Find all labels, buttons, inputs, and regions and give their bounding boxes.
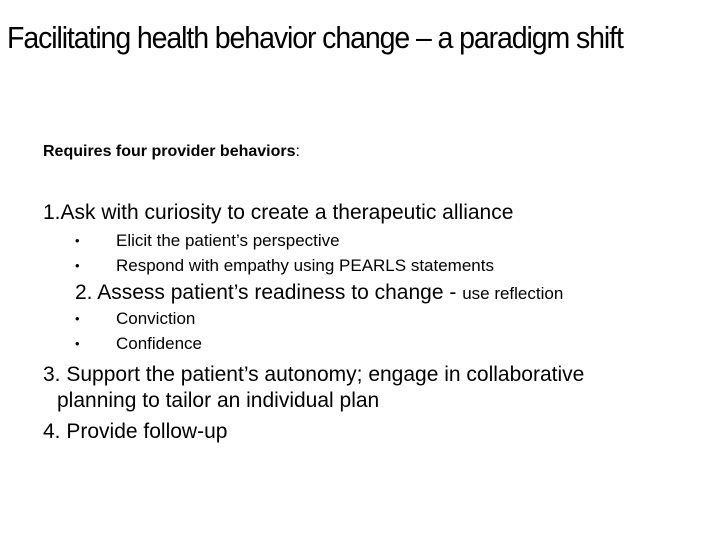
item-2-main: 2. Assess patient’s readiness to change - bbox=[75, 281, 463, 304]
item-2-tail: use reflection bbox=[462, 284, 564, 303]
bullet-text: Conviction bbox=[116, 309, 196, 328]
item-1: 1.Ask with curiosity to create a therapeutic alliance bbox=[43, 201, 514, 224]
item-4: 4. Provide follow-up bbox=[43, 420, 228, 443]
item-3-line-1: 3. Support the patient’s autonomy; engage in collaborative bbox=[43, 363, 585, 386]
bullet-icon: • bbox=[75, 311, 80, 326]
item-2 bbox=[75, 280, 563, 307]
bullet-icon: • bbox=[75, 258, 80, 273]
intro-suffix: : bbox=[295, 143, 300, 160]
intro-bold: Requires four provider behaviors bbox=[43, 143, 296, 160]
bullet-icon: • bbox=[75, 336, 80, 351]
item-3-line-2: planning to tailor an individual plan bbox=[57, 389, 380, 412]
intro-text bbox=[43, 142, 300, 162]
bullet-text: Respond with empathy using PEARLS statements bbox=[116, 256, 494, 275]
bullet-text: Elicit the patient’s perspective bbox=[116, 231, 340, 250]
bullet-icon: • bbox=[75, 233, 80, 248]
bullet-text: Confidence bbox=[116, 334, 203, 353]
slide-title: Facilitating health behavior change – a paradigm shift bbox=[7, 20, 623, 55]
